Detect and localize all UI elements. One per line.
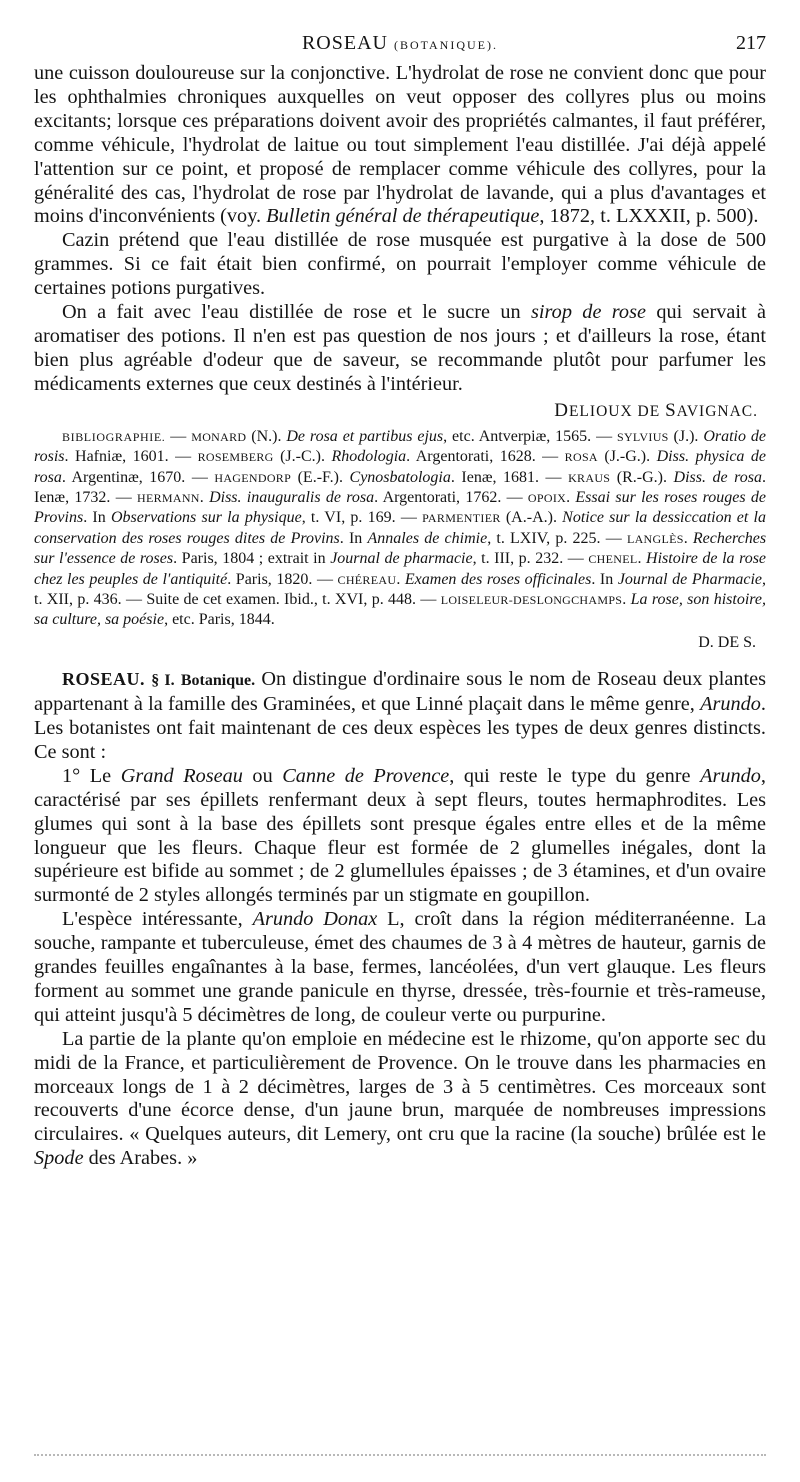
bibliography-signature: D. DE S. bbox=[698, 633, 756, 651]
text-run: . Ienæ, 1732. — bbox=[34, 468, 767, 506]
biblio-author: KRAUS bbox=[568, 470, 611, 485]
sig-part: AVIGNAC. bbox=[676, 402, 758, 420]
text-run: . bbox=[683, 529, 693, 547]
emphasis: Grand Roseau bbox=[120, 764, 243, 787]
biblio-author: MONARD bbox=[191, 429, 247, 444]
bibliography: BIBLIOGRAPHIE. — MONARD (N.). De rosa et partibus ejus, etc. Antverpiæ, 1565. — SYLVIUS (J.). Oratio de rosis. Hafniæ, 1601. — ROSEMBERG (J.-C.). Rhodologia. Argentorati, 1628. — ROSA (J.-G.). Diss. physica de rosa. Argentinæ, 1670. — HAGENDORP (E.-F.). Cynosbatologia. Ienæ, 1681. — KRAUS (R.-G.). Diss. de rosa. Ienæ, 1732. — HERMANN. Diss. inauguralis de rosa. Argentorati, 1762. — OPOIX. Essai sur les roses rouges de Provins. In Observations sur la physique, t. VI, p. 169. — PARMENTIER (A.-A.). Notice sur la dessiccation et la conservation des roses rouges dites de Provins. In Annales de chimie, t. LXIV, p. 225. — LANGLÈS. Recherches sur l'essence de roses. Paris, 1804 ; extrait in Journal de pharmacie, t. III, p. 232. — CHENEL. Histoire de la rose chez les peuples de l'antiquité. Paris, 1820. — CHÉREAU. Examen des roses officinales. In Journal de Pharmacie, t. XII, p. 436. — Suite de cet examen. Ibid., t. XVI, p. 448. — LOISELEUR-DESLONGCHAMPS. La rose, son histoire, sa culture, sa poésie, etc. Paris, 1844. bbox=[34, 427, 767, 629]
biblio-work: Diss. de rosa bbox=[673, 468, 763, 486]
bottom-dotted-rule bbox=[34, 1454, 766, 1458]
text-run: La partie de la plante qu'on emploie en médecine est le rhizome, qu'on apporte sec du midi de la France, et particulièrement de Provence. On le trouve dans les pharmacies en morceaux longs de 1 à 2 décimètres, larges de 3 à 5 centimètres. Ces morceaux sont recouverts d'une écorce dense, d'un jaune brun, marquée de nombreuses impressions circulaires. « Quelques auteurs, dit Lemery, ont cru que la racine (la souche) brûlée est le bbox=[34, 1027, 766, 1146]
biblio-work: Notice sur la dessiccation et la conservation des roses rouges dites de Provins bbox=[34, 509, 767, 547]
text-run: . bbox=[637, 550, 647, 568]
biblio-work: Examen des roses officinales bbox=[404, 570, 592, 588]
main-text bbox=[34, 62, 766, 1171]
biblio-author: PARMENTIER bbox=[422, 511, 501, 526]
biblio-work: Journal de Pharmacie bbox=[617, 570, 763, 588]
biblio-author: LOISELEUR-DESLONGCHAMPS bbox=[440, 592, 623, 607]
text-run: L, croît dans la région méditerranéenne. La souche, rampante et tuberculeuse, émet des chaumes de 3 à 4 mètres de hauteur, garnis de grandes feuilles engaînantes à la base, fermes, lancéolées, d'un vert glauque. Les fleurs forment au sommet une grande panicule en thyrse, dressée, très-fournie et très-rameuse, qui atteint jusqu'à 5 décimètres de long, de couleur verte ou purpurine. bbox=[34, 908, 766, 1026]
text-run: . In bbox=[591, 570, 618, 588]
running-title bbox=[34, 32, 766, 55]
biblio-author: CHENEL bbox=[588, 552, 638, 567]
text-run: , t. LXIV, p. 225. — bbox=[487, 529, 627, 547]
paragraph-arundo-donax bbox=[34, 908, 766, 1028]
text-run: , t. XII, p. 436. — Suite de cet examen. Ibid., t. XVI, p. 448. — bbox=[34, 570, 767, 608]
running-title-suffix: (BOTANIQUE). bbox=[393, 38, 499, 52]
biblio-author: LANGLÈS bbox=[626, 531, 684, 546]
biblio-work: Essai sur les roses rouges de Provins bbox=[34, 488, 767, 527]
text-run: , t. III, p. 232. — bbox=[472, 550, 589, 568]
text-run: , etc. Antverpiæ, 1565. — bbox=[443, 427, 617, 445]
text-run: , 1872, t. LXXXII, p. 500). bbox=[539, 205, 759, 228]
biblio-work: Rhodologia bbox=[331, 448, 407, 466]
emphasis: Arundo bbox=[700, 693, 761, 716]
text-run: , etc. Paris, 1844. bbox=[164, 611, 275, 629]
emphasis: sirop de rose bbox=[531, 301, 646, 324]
text-run: . bbox=[566, 488, 576, 506]
text-run: L'espèce intéressante, bbox=[62, 908, 253, 931]
biblio-work: Oratio de rosis bbox=[34, 427, 767, 466]
paragraph-sirop bbox=[34, 301, 766, 397]
biblio-author: SYLVIUS bbox=[616, 429, 669, 444]
emphasis: Arundo Donax bbox=[252, 908, 378, 931]
text-run: qui servait à aromatiser des potions. Il n'en est pas question de nos jours ; et d'ailleurs la rose, étant bien plus agréable d'odeur que de saveur, se recommande plutôt pour parfumer les médicaments externes que ceux destinés à l'intérieur. bbox=[34, 301, 766, 395]
text-run: . bbox=[396, 570, 405, 588]
text-run: . Ienæ, 1681. — bbox=[450, 468, 569, 486]
page-number: 217 bbox=[736, 32, 766, 54]
biblio-work: Histoire de la rose chez les peuples de l'antiquité bbox=[34, 550, 767, 588]
author-signature bbox=[34, 397, 766, 425]
text-run: . Argentorati, 1762. — bbox=[374, 488, 528, 506]
paragraph-grand-roseau bbox=[34, 765, 766, 908]
paragraph-hydrolat bbox=[34, 62, 766, 229]
paragraph-cazin: Cazin prétend que l'eau distillée de rose musquée est purgative à la dose de 500 grammes. Si ce fait était bien confirmé, on pourrait l'employer comme véhicule de certaines potions purgatives. bbox=[34, 229, 766, 300]
sig-initial: D bbox=[554, 399, 569, 421]
sig-initial: S bbox=[665, 399, 677, 421]
text-run: une cuisson douloureuse sur la conjonctive. L'hydrolat de rose ne convient donc que pour les ophthalmies chroniques auxquelles on veut opposer des collyres plus ou moins excitants; lorsque ces préparations doivent avoir des propriétés calmantes, il faut préférer, comme véhicule, l'hydrolat de laitue ou tout simplement l'eau distillée. J'ai déjà appelé l'attention sur ce point, et proposé de remplacer comme véhicule des collyres, pour la généralité des cas, l'hydrolat de rose par l'hydrolat de lavande, qui a plus d'avantages et moins d'inconvénients (voy. bbox=[34, 62, 766, 228]
biblio-work: Diss. physica de rosa bbox=[34, 448, 767, 486]
text-run: . Hafniæ, 1601. — bbox=[64, 448, 198, 466]
text-run: (J.). bbox=[668, 427, 704, 445]
text-run: ou bbox=[242, 764, 283, 787]
text-run: (R.-G.). bbox=[610, 468, 674, 486]
text-run: (A.-A.). bbox=[500, 509, 563, 527]
running-title-text: ROSEAU bbox=[301, 32, 388, 54]
bibliography-label: BIBLIOGRAPHIE. bbox=[62, 429, 166, 444]
paragraph-rhizome bbox=[34, 1028, 766, 1171]
text-run: . Les botanistes ont fait maintenant de ces deux espèces les types de deux genres distincts. Ce sont : bbox=[34, 693, 766, 763]
text-run: 1° Le bbox=[62, 764, 121, 787]
biblio-work: Diss. inauguralis de rosa bbox=[209, 488, 375, 506]
section-title: Botanique. bbox=[180, 672, 256, 690]
entry-headword: ROSEAU. bbox=[62, 669, 146, 690]
running-header bbox=[34, 32, 766, 56]
biblio-work: De rosa et partibus ejus bbox=[286, 427, 444, 445]
text-run: (N.). bbox=[246, 427, 287, 445]
text-run: . Argentinæ, 1670. — bbox=[61, 468, 215, 486]
text-run: , qui reste le type du genre bbox=[449, 764, 701, 787]
biblio-work: Recherches sur l'essence de roses bbox=[34, 529, 767, 568]
text-run: . Paris, 1820. — bbox=[227, 570, 338, 588]
text-run: , caractérisé par ses épillets renfermant deux à sept fleurs, toutes hermaphrodites. Les glumes qui sont à la base des épillets sont presque égales entre elles et de la même longueur que les fleurs. Chaque fleur est formée de 2 glumelles inégales, dont la supérieure est bifide au sommet ; de 2 glumellules épaisses ; de 3 étamines, et d'un ovaire surmonté de 2 styles allongés terminés par un stigmate en goupillon. bbox=[34, 764, 766, 907]
biblio-work: Cynosbatologia bbox=[349, 468, 451, 486]
biblio-author: HAGENDORP bbox=[214, 470, 292, 485]
biblio-work: Annales de chimie bbox=[367, 529, 488, 547]
spacer bbox=[34, 653, 766, 668]
biblio-author: OPOIX bbox=[527, 490, 567, 505]
sig-part: ELIOUX DE bbox=[568, 402, 666, 420]
paragraph-roseau-intro bbox=[34, 668, 766, 765]
text-run: . Argentorati, 1628. — bbox=[406, 448, 565, 466]
text-run: . bbox=[622, 590, 631, 608]
text-run: (E.-F.). bbox=[291, 468, 350, 486]
text-run: . In bbox=[339, 529, 368, 547]
biblio-author: ROSEMBERG bbox=[197, 450, 274, 465]
text-run: (J.-G.). bbox=[597, 448, 657, 466]
text-run: . In bbox=[83, 509, 111, 527]
biblio-author: CHÉREAU bbox=[337, 572, 397, 587]
text-run: (J.-C.). bbox=[273, 448, 332, 466]
biblio-author: HERMANN bbox=[136, 490, 200, 505]
biblio-work: La rose, son histoire, sa culture, sa poésie bbox=[34, 590, 767, 629]
section-number: § I. bbox=[151, 672, 175, 690]
citation-title: Bulletin général de thérapeutique bbox=[266, 205, 540, 228]
text-run: On a fait avec l'eau distillée de rose et le sucre un bbox=[62, 301, 532, 324]
text-run: . bbox=[199, 488, 210, 506]
text-run: On distingue d'ordinaire sous le nom de Roseau deux plantes appartenant à la famille des Graminées, et que Linné plaçait dans le même genre, bbox=[34, 668, 767, 716]
emphasis: Arundo bbox=[700, 764, 761, 787]
emphasis: Canne de Provence bbox=[282, 764, 450, 787]
text-run: . Paris, 1804 ; extrait in bbox=[173, 550, 331, 568]
text-run: , t. VI, p. 169. — bbox=[301, 509, 423, 527]
biblio-work: Journal de pharmacie bbox=[330, 550, 473, 568]
biblio-author: ROSA bbox=[564, 450, 598, 465]
emphasis: Spode bbox=[34, 1147, 84, 1170]
biblio-work: Observations sur la physique bbox=[110, 509, 302, 527]
text-run: des Arabes. » bbox=[83, 1147, 198, 1170]
